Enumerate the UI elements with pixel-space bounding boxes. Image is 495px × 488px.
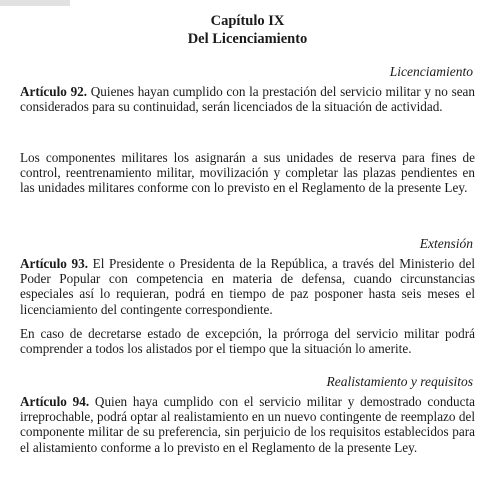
article-94-text: Quien haya cumplido con el servicio militar y demostrado conducta irreprochable, podrá optar al realistamiento en un nuevo contingente de reemplazo del componente militar de su preferencia, sin perjuicio de los requisitos establecidos para el alistamiento conforme a lo previsto en el Reglamento de la presente Ley. <box>20 394 475 455</box>
article-93-label: Artículo 93. <box>20 256 88 271</box>
article-93-extra-paragraph: En caso de decretarse estado de excepción, la prórroga del servicio militar podrá comprender a todos los alistados por el tiempo que la situación lo amerite. <box>20 326 475 357</box>
article-93-text: El Presidente o Presidenta de la República, a través del Ministerio del Poder Popular con competencia en materia de defensa, cuando circunstancias especiales así lo requieran, podrá en tiempo de paz posponer hasta seis meses el licenciamiento del contingente correspondiente. <box>20 256 475 317</box>
article-92-label: Artículo 92. <box>20 84 88 99</box>
chapter-number: Capítulo IX <box>210 13 285 29</box>
section-heading-realistamiento: Realistamiento y requisitos <box>326 374 473 389</box>
article-93-paragraph <box>20 256 475 317</box>
section-heading-licenciamiento: Licenciamiento <box>389 64 473 79</box>
section-heading-extension: Extensión <box>419 236 473 251</box>
article-94-paragraph <box>20 394 475 455</box>
chapter-heading <box>0 12 495 48</box>
article-92-paragraph <box>20 84 475 114</box>
chapter-title: Del Licenciamiento <box>187 31 308 47</box>
cropped-text-fragment <box>0 0 70 6</box>
article-92-extra-paragraph: Los componentes militares los asignarán a sus unidades de reserva para fines de control, reentrenamiento militar, movilización y completar las plazas pendientes en las unidades militares conforme con lo previsto en el Reglamento de la presente Ley. <box>20 150 475 196</box>
article-94-label: Artículo 94. <box>20 394 90 409</box>
article-92-text: Quienes hayan cumplido con la prestación del servicio militar y no sean considerados para su continuidad, serán licenciados de la situación de actividad. <box>20 84 475 115</box>
